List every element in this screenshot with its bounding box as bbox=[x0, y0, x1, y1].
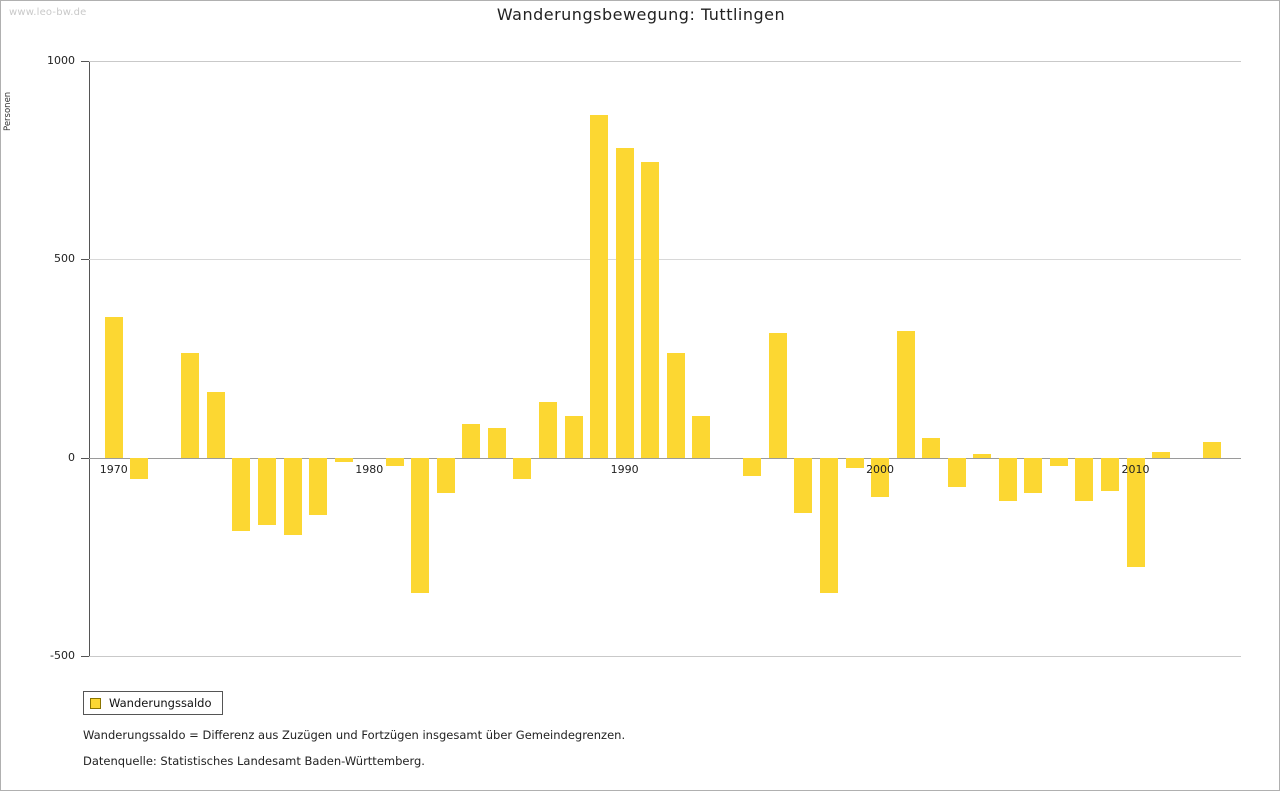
x-axis-tick-label: 1980 bbox=[355, 462, 384, 476]
bar[interactable] bbox=[411, 458, 429, 593]
bar[interactable] bbox=[999, 458, 1017, 502]
x-axis-tick-label: 1990 bbox=[610, 462, 639, 476]
bar[interactable] bbox=[565, 416, 583, 458]
bar[interactable] bbox=[692, 416, 710, 458]
bar[interactable] bbox=[105, 317, 123, 458]
bar[interactable] bbox=[667, 353, 685, 458]
bar[interactable] bbox=[616, 148, 634, 457]
bar[interactable] bbox=[846, 458, 864, 468]
bar[interactable] bbox=[641, 162, 659, 458]
bar[interactable] bbox=[1203, 442, 1221, 458]
bar[interactable] bbox=[130, 458, 148, 480]
x-axis-tick-label: 2000 bbox=[866, 462, 895, 476]
bar[interactable] bbox=[207, 392, 225, 457]
gridline bbox=[89, 656, 1241, 657]
source-note: Datenquelle: Statistisches Landesamt Baden-Württemberg. bbox=[83, 754, 425, 768]
definition-note: Wanderungssaldo = Differenz aus Zuzügen und Fortzügen insgesamt über Gemeindegrenzen. bbox=[83, 728, 626, 742]
plot-area bbox=[47, 54, 1241, 662]
y-axis-tick bbox=[81, 61, 89, 62]
legend-swatch-icon bbox=[90, 698, 101, 709]
bar[interactable] bbox=[794, 458, 812, 514]
bar[interactable] bbox=[1152, 452, 1170, 458]
y-axis-tick bbox=[81, 259, 89, 260]
y-axis-tick-label: 0 bbox=[68, 450, 75, 464]
watermark: www.leo-bw.de bbox=[9, 7, 87, 18]
bar[interactable] bbox=[284, 458, 302, 535]
bar[interactable] bbox=[513, 458, 531, 480]
bar[interactable] bbox=[820, 458, 838, 593]
gridline bbox=[89, 259, 1241, 260]
x-axis-tick-label: 2010 bbox=[1121, 462, 1150, 476]
bar[interactable] bbox=[386, 458, 404, 466]
bar[interactable] bbox=[1101, 458, 1119, 492]
y-axis-tick-label: -500 bbox=[50, 649, 75, 662]
bar[interactable] bbox=[590, 115, 608, 458]
bar[interactable] bbox=[437, 458, 455, 494]
bar[interactable] bbox=[1050, 458, 1068, 466]
legend-label: Wanderungssaldo bbox=[109, 696, 212, 710]
x-axis-tick-label: 1970 bbox=[99, 462, 128, 476]
bar[interactable] bbox=[769, 333, 787, 458]
bar[interactable] bbox=[232, 458, 250, 531]
y-axis-tick-label: 1000 bbox=[47, 54, 75, 67]
bar[interactable] bbox=[258, 458, 276, 525]
bar[interactable] bbox=[1075, 458, 1093, 502]
bar[interactable] bbox=[462, 424, 480, 458]
y-axis-label: Personen bbox=[3, 91, 13, 131]
gridline bbox=[89, 61, 1241, 62]
chart-legend[interactable] bbox=[83, 691, 223, 715]
bar[interactable] bbox=[539, 402, 557, 458]
bar[interactable] bbox=[309, 458, 327, 516]
bar[interactable] bbox=[922, 438, 940, 458]
bar[interactable] bbox=[743, 458, 761, 476]
bar[interactable] bbox=[335, 458, 353, 462]
bar[interactable] bbox=[973, 454, 991, 458]
bar[interactable] bbox=[1024, 458, 1042, 494]
y-axis-tick-label: 500 bbox=[54, 252, 75, 266]
page-title: Wanderungsbewegung: Tuttlingen bbox=[496, 5, 786, 24]
bar[interactable] bbox=[488, 428, 506, 458]
bar[interactable] bbox=[181, 353, 199, 458]
y-axis-tick bbox=[81, 458, 89, 459]
y-axis-tick bbox=[81, 656, 89, 657]
bar[interactable] bbox=[948, 458, 966, 488]
bar[interactable] bbox=[897, 331, 915, 458]
